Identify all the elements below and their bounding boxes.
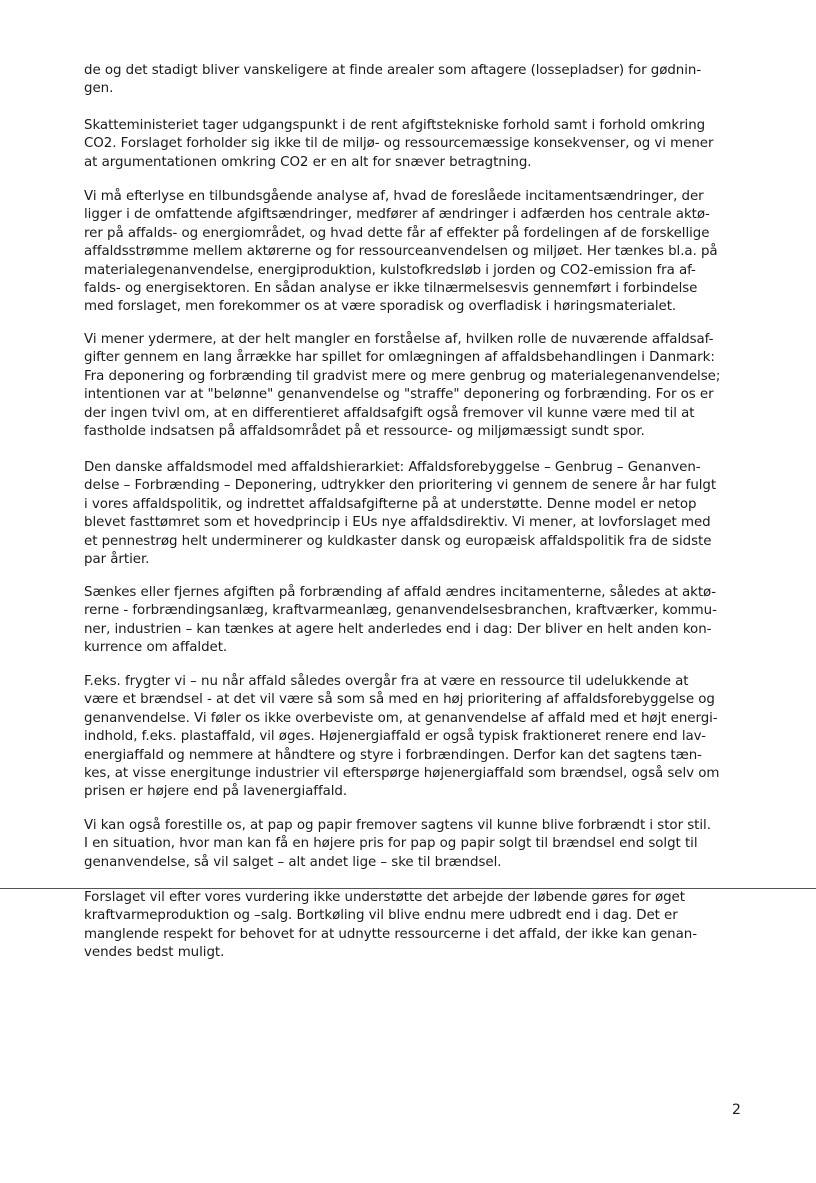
text-line: vendes bedst muligt.: [84, 945, 225, 961]
paragraph-8: [84, 817, 748, 872]
text-line: falds- og energisektoren. En sådan analyse er ikke tilnærmelsesvis gennemført i forbindelse: [84, 281, 698, 297]
text-line: gifter gennem en lang årrække har spillet for omlægningen af affaldsbehandlingen i Danmark:: [84, 350, 715, 366]
text-line: rer på affalds- og energiområdet, og hvad dette får af effekter på fordelingen af de forskellige: [84, 225, 710, 241]
text-line: ligger i de omfattende afgiftsændringer, medfører af ændringer i adfærden hos centrale aktø-: [84, 207, 710, 223]
text-line: Skatteministeriet tager udgangspunkt i de rent afgiftstekniske forhold samt i forhold omkring: [84, 118, 706, 133]
paragraph-3: [84, 188, 748, 317]
text-line: Vi må efterlyse en tilbundsgående analyse af, hvad de foreslåede incitamentsændringer, der: [84, 189, 704, 204]
text-line: rerne - forbrændingsanlæg, kraftvarmeanlæg, genanvendelsesbranchen, kraftværker, kommu-: [84, 603, 717, 619]
text-line: ner, industrien – kan tænkes at agere helt anderledes end i dag: Der bliver en helt anden kon-: [84, 621, 712, 637]
paragraph-2: [84, 117, 748, 172]
page-number: 2: [732, 1102, 741, 1118]
text-line: delse – Forbrænding – Deponering, udtrykker den prioritering vi gennem de senere år har fulgt: [84, 478, 717, 494]
paragraph-6: [84, 584, 748, 658]
text-line: gen.: [84, 81, 114, 97]
text-line: kraftvarmeproduktion og –salg. Bortkøling vil blive endnu mere udbredt end i dag. Det er: [84, 908, 678, 924]
text-line: med forslaget, men forekommer os at være sporadisk og overfladisk i høringsmaterialet.: [84, 299, 677, 315]
text-line: de og det stadigt bliver vanskeligere at finde arealer som aftagere (lossepladser) for gødnin-: [84, 63, 702, 78]
text-line: I en situation, hvor man kan få en højere pris for pap og papir solgt til brændsel end solgt til: [84, 836, 698, 852]
text-line: intentionen var at "belønne" genanvendelse og "straffe" deponering og forbrænding. For os er: [84, 387, 714, 403]
text-line: kurrence om affaldet.: [84, 640, 228, 656]
text-line: affaldsstrømme mellem aktørerne og for ressourceanvendelsen og miljøet. Her tænkes bl.a. på: [84, 244, 718, 260]
text-line: prisen er højere end på lavenergiaffald.: [84, 784, 348, 800]
text-line: materialegenanvendelse, energiproduktion, kulstofkredsløb i jorden og CO2-emission fra af-: [84, 262, 696, 278]
text-line: Den danske affaldsmodel med affaldshierarkiet: Affaldsforebyggelse – Genbrug – Genanven-: [84, 460, 701, 475]
paragraph-1: [84, 62, 748, 99]
text-line: CO2. Forslaget forholder sig ikke til de miljø- og ressourcemæssige konsekvenser, og vi mener: [84, 136, 714, 152]
text-line: manglende respekt for behovet for at udnytte ressourcerne i det affald, der ikke kan genan-: [84, 926, 697, 942]
text-line: fastholde indsatsen på affaldsområdet på et ressource- og miljømæssigt sundt spor.: [84, 424, 645, 440]
text-line: et pennestrøg helt underminerer og kuldkaster dansk og europæisk affaldspolitik fra de sidste: [84, 533, 712, 549]
paragraph-5: [84, 459, 748, 569]
text-line: Vi mener ydermere, at der helt mangler en forståelse af, hvilken rolle de nuværende affaldsaf-: [84, 332, 714, 347]
text-line: F.eks. frygter vi – nu når affald således overgår fra at være en ressource til udelukkende at: [84, 674, 689, 689]
text-line: energiaffald og nemmere at håndtere og styre i forbrændingen. Derfor kan det sagtens tæn-: [84, 747, 702, 763]
text-line: der ingen tvivl om, at en differentieret affaldsafgift også fremover vil kunne være med til at: [84, 405, 695, 421]
text-line: genanvendelse, så vil salget – alt andet lige – ske til brændsel.: [84, 854, 502, 870]
text-line: Fra deponering og forbrænding til gradvist mere og mere genbrug og materialegenanvendelse;: [84, 368, 721, 384]
text-line: Vi kan også forestille os, at pap og papir fremover sagtens vil kunne blive forbrændt i stor stil.: [84, 818, 711, 833]
text-line: indhold, f.eks. plastaffald, vil øges. Højenergiaffald er også typisk fraktioneret renere end lav-: [84, 729, 706, 745]
text-line: i vores affaldspolitik, og indrettet affaldsafgifterne på at understøtte. Denne model er netop: [84, 496, 697, 512]
text-line: at argumentationen omkring CO2 er en alt for snæver betragtning.: [84, 154, 532, 170]
text-line: Sænkes eller fjernes afgiften på forbrænding af affald ændres incitamenterne, således at aktø-: [84, 585, 716, 600]
text-line: være et brændsel - at det vil være så som så med en høj prioritering af affaldsforebyggelse og: [84, 692, 715, 708]
paragraph-7: [84, 673, 748, 802]
paragraph-9: [84, 889, 748, 963]
paragraph-4: [84, 331, 748, 441]
text-line: blevet fasttømret som et hovedprincip i EUs nye affaldsdirektiv. Vi mener, at lovforslaget med: [84, 515, 711, 531]
text-line: genanvendelse. Vi føler os ikke overbeviste om, at genanvendelse af affald med et højt energi-: [84, 710, 718, 726]
text-line: Forslaget vil efter vores vurdering ikke understøtte det arbejde der løbende gøres for øget: [84, 890, 685, 905]
text-line: par årtier.: [84, 552, 150, 568]
text-line: kes, at visse energitunge industrier vil efterspørge højenergiaffald som brændsel, også selv om: [84, 766, 720, 782]
